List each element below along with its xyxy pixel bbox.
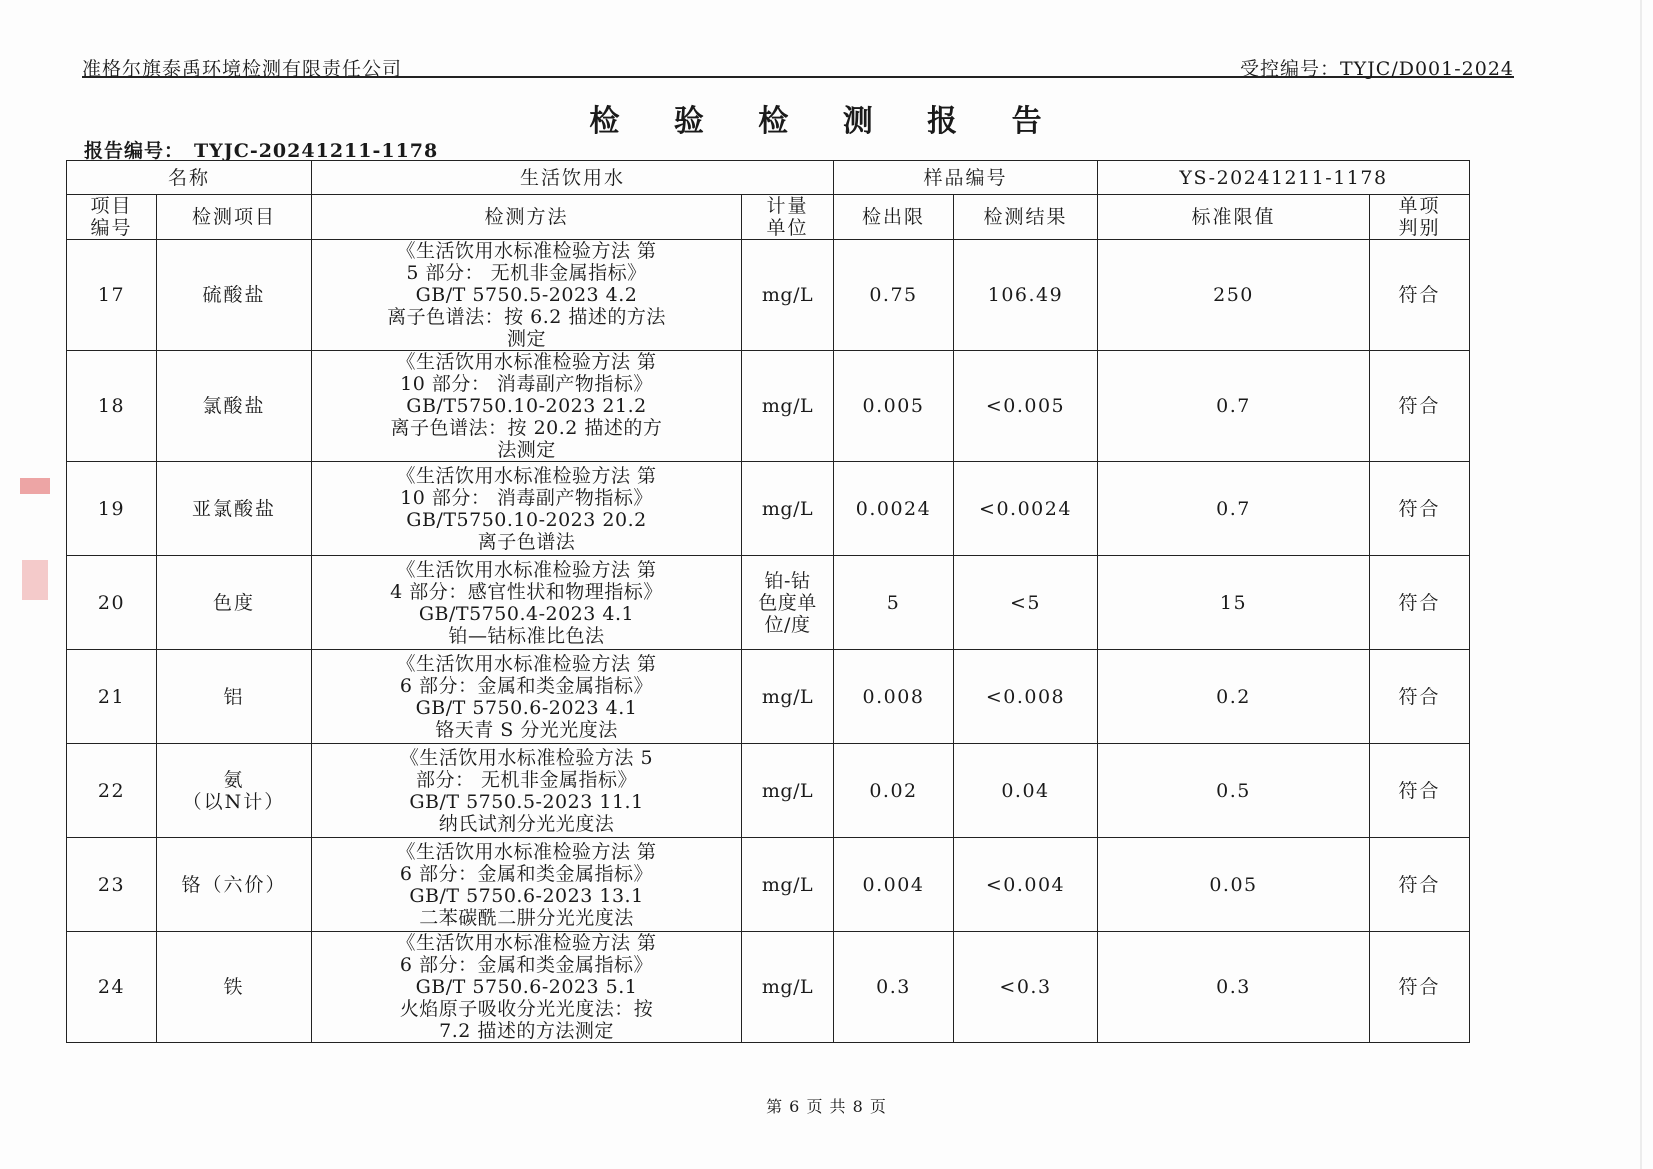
table-row xyxy=(67,932,1470,1043)
report-number xyxy=(84,136,448,163)
judgement-cell: 符合 xyxy=(1370,838,1470,932)
item-no-cell: 18 xyxy=(67,351,157,462)
method-cell: 《生活饮用水标准检验方法 第 6 部分：金属和类金属指标》 GB/T 5750.6-2023 4.1 铬天青 S 分光光度法 xyxy=(312,650,742,744)
result-cell: <0.004 xyxy=(954,838,1098,932)
item-no-cell: 21 xyxy=(67,650,157,744)
page-footer: 第 6 页 共 8 页 xyxy=(766,1097,887,1116)
method-cell: 《生活饮用水标准检验方法 第 6 部分：金属和类金属指标》 GB/T 5750.6-2023 5.1 火焰原子吸收分光光度法：按 7.2 描述的方法测定 xyxy=(312,932,742,1043)
company-name: 准格尔旗泰禹环境检测有限责任公司 xyxy=(82,58,403,80)
detection-limit-cell: 0.008 xyxy=(834,650,954,744)
item-name-cell: 亚氯酸盐 xyxy=(157,462,312,556)
page-header xyxy=(82,54,1514,78)
table-row xyxy=(67,462,1470,556)
result-cell: <5 xyxy=(954,556,1098,650)
report-number-value: TYJC-20241211-1178 xyxy=(194,140,439,162)
item-name-cell: 铁 xyxy=(157,932,312,1043)
unit-cell: mg/L xyxy=(742,240,834,351)
standard-limit-cell: 15 xyxy=(1098,556,1370,650)
column-header-row xyxy=(67,195,1470,240)
judgement-cell: 符合 xyxy=(1370,650,1470,744)
col-header-result: 检测结果 xyxy=(954,195,1098,240)
item-no-cell: 24 xyxy=(67,932,157,1043)
judgement-cell: 符合 xyxy=(1370,240,1470,351)
result-cell: <0.008 xyxy=(954,650,1098,744)
standard-limit-cell: 0.5 xyxy=(1098,744,1370,838)
col-header-unit: 计量 单位 xyxy=(742,195,834,240)
item-no-cell: 22 xyxy=(67,744,157,838)
standard-limit-cell: 0.05 xyxy=(1098,838,1370,932)
table-row xyxy=(67,351,1470,462)
sample-number-value: YS-20241211-1178 xyxy=(1098,161,1470,195)
judgement-cell: 符合 xyxy=(1370,744,1470,838)
col-header-judgement: 单项 判别 xyxy=(1370,195,1470,240)
results-table xyxy=(66,160,1470,1043)
method-cell: 《生活饮用水标准检验方法 5 部分： 无机非金属指标》 GB/T 5750.5-2023 11.1 纳氏试剂分光光度法 xyxy=(312,744,742,838)
table-row xyxy=(67,744,1470,838)
standard-limit-cell: 0.7 xyxy=(1098,462,1370,556)
item-name-cell: 氨 （以N计） xyxy=(157,744,312,838)
judgement-cell: 符合 xyxy=(1370,351,1470,462)
judgement-cell: 符合 xyxy=(1370,556,1470,650)
table-top-row xyxy=(67,161,1470,195)
detection-limit-cell: 0.005 xyxy=(834,351,954,462)
results-table-body xyxy=(67,161,1470,1043)
col-header-detection-limit: 检出限 xyxy=(834,195,954,240)
method-cell: 《生活饮用水标准检验方法 第 6 部分：金属和类金属指标》 GB/T 5750.6-2023 13.1 二苯碳酰二肼分光光度法 xyxy=(312,838,742,932)
unit-cell: mg/L xyxy=(742,932,834,1043)
result-cell: <0.005 xyxy=(954,351,1098,462)
method-cell: 《生活饮用水标准检验方法 第 10 部分： 消毒副产物指标》 GB/T5750.10-2023 20.2 离子色谱法 xyxy=(312,462,742,556)
seal-mark-top xyxy=(20,478,50,494)
report-number-label: 报告编号： xyxy=(84,140,185,162)
detection-limit-cell: 0.0024 xyxy=(834,462,954,556)
method-cell: 《生活饮用水标准检验方法 第 5 部分： 无机非金属指标》 GB/T 5750.5-2023 4.2 离子色谱法：按 6.2 描述的方法 测定 xyxy=(312,240,742,351)
standard-limit-cell: 0.2 xyxy=(1098,650,1370,744)
item-name-cell: 硫酸盐 xyxy=(157,240,312,351)
detection-limit-cell: 0.75 xyxy=(834,240,954,351)
standard-limit-cell: 0.3 xyxy=(1098,932,1370,1043)
detection-limit-cell: 0.3 xyxy=(834,932,954,1043)
judgement-cell: 符合 xyxy=(1370,462,1470,556)
item-name-cell: 氯酸盐 xyxy=(157,351,312,462)
seal-mark-bottom xyxy=(22,560,48,600)
unit-cell: mg/L xyxy=(742,744,834,838)
standard-limit-cell: 250 xyxy=(1098,240,1370,351)
unit-cell: mg/L xyxy=(742,351,834,462)
unit-cell: mg/L xyxy=(742,650,834,744)
col-header-item: 检测项目 xyxy=(157,195,312,240)
table-row xyxy=(67,838,1470,932)
report-title: 检 验 检 测 报 告 xyxy=(589,104,1064,139)
unit-cell: mg/L xyxy=(742,462,834,556)
item-name-cell: 色度 xyxy=(157,556,312,650)
col-header-method: 检测方法 xyxy=(312,195,742,240)
detection-limit-cell: 0.02 xyxy=(834,744,954,838)
standard-limit-cell: 0.7 xyxy=(1098,351,1370,462)
result-cell: <0.3 xyxy=(954,932,1098,1043)
result-cell: 106.49 xyxy=(954,240,1098,351)
method-cell: 《生活饮用水标准检验方法 第 4 部分：感官性状和物理指标》 GB/T5750.4-2023 4.1 铂—钴标准比色法 xyxy=(312,556,742,650)
unit-cell: 铂-钴 色度单 位/度 xyxy=(742,556,834,650)
table-row xyxy=(67,650,1470,744)
col-header-standard: 标准限值 xyxy=(1098,195,1370,240)
item-no-cell: 19 xyxy=(67,462,157,556)
table-row xyxy=(67,556,1470,650)
method-cell: 《生活饮用水标准检验方法 第 10 部分： 消毒副产物指标》 GB/T5750.10-2023 21.2 离子色谱法：按 20.2 描述的方 法测定 xyxy=(312,351,742,462)
item-no-cell: 20 xyxy=(67,556,157,650)
item-no-cell: 17 xyxy=(67,240,157,351)
judgement-cell: 符合 xyxy=(1370,932,1470,1043)
item-name-cell: 铝 xyxy=(157,650,312,744)
page-edge xyxy=(1640,0,1642,1169)
detection-limit-cell: 5 xyxy=(834,556,954,650)
detection-limit-cell: 0.004 xyxy=(834,838,954,932)
item-no-cell: 23 xyxy=(67,838,157,932)
table-row xyxy=(67,240,1470,351)
sample-number-label: 样品编号 xyxy=(834,161,1098,195)
control-number: 受控编号：TYJC/D001-2024 xyxy=(1239,58,1514,80)
result-cell: <0.0024 xyxy=(954,462,1098,556)
result-cell: 0.04 xyxy=(954,744,1098,838)
name-label: 名称 xyxy=(67,161,312,195)
name-value: 生活饮用水 xyxy=(312,161,834,195)
col-header-item-no: 项目 编号 xyxy=(67,195,157,240)
unit-cell: mg/L xyxy=(742,838,834,932)
item-name-cell: 铬（六价） xyxy=(157,838,312,932)
